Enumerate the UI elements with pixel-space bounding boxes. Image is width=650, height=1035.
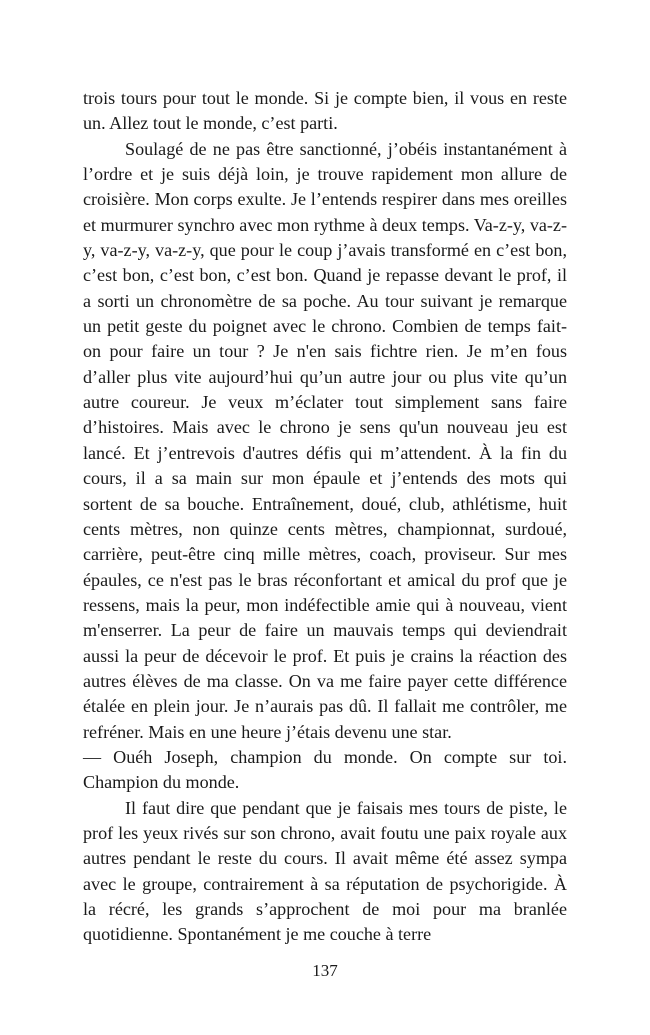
paragraph-il-faut-dire: Il faut dire que pendant que je faisais mes tours de piste, le prof les yeux rivés sur son chrono, avait foutu une paix royale aux autres pendant le reste du cours. Il avait même été assez sympa avec le groupe, contrairement à sa réputation de psychorigide. À la récré, les grands s’approchent de moi pour ma branlée quotidienne. Spontanément je me couche à terre: [83, 797, 567, 945]
page-body: [83, 86, 567, 948]
paragraph-soulage: Soulagé de ne pas être sanctionné, j’obéis instantanément à l’ordre et je suis déjà loin, je trouve rapidement mon allure de croisière. Mon corps exulte. Je l’entends respirer dans mes oreilles et murmurer synchro avec mon rythme à deux temps. Va-z-y, va-z-y, va-z-y, va-z-y, que pour le coup j’avais transformé en c’est bon, c’est bon, c’est bon, c’est bon. Quand je repasse devant le prof, il a sorti un chronomètre de sa poche. Au tour suivant je remarque un petit geste du poignet avec le chrono. Combien de temps fait-on pour faire un tour ? Je n'en sais fichtre rien. Je m’en fous d’aller plus vite aujourd’hui qu’un autre jour ou plus vite qu’un autre coureur. Je veux m’éclater tout simplement sans faire d’histoires. Mais avec le chrono je sens qu'un nouveau jeu est lancé. Et j’entrevois d'autres défis qui m’attendent. À la fin du cours, il a sa main sur mon épaule et j’entends des mots qui sortent de sa bouche. Entraînement, doué, club, athlétisme, huit cents mètres, non quinze cents mètres, championnat, surdoué, carrière, peut-être cinq mille mètres, coach, proviseur. Sur mes épaules, ce n'est pas le bras réconfortant et amical du prof que je ressens, mais la peur, mon indéfectible amie qui à nouveau, vient m'enserrer. La peur de faire un mauvais temps qui deviendrait aussi la peur de décevoir le prof. Et puis je crains la réaction des autres élèves de ma classe. On va me faire payer cette différence étalée en plein jour. Je n’aurais pas dû. Il fallait me contrôler, me refréner. Mais en une heure j’étais devenu une star.: [83, 138, 567, 742]
paragraph-continuation: trois tours pour tout le monde. Si je compte bien, il vous en reste un. Allez tout le monde, c’est parti.: [83, 88, 567, 134]
dialogue-line: — Ouéh Joseph, champion du monde. On compte sur toi. Champion du monde.: [83, 746, 567, 793]
page-number: 137: [312, 961, 338, 980]
